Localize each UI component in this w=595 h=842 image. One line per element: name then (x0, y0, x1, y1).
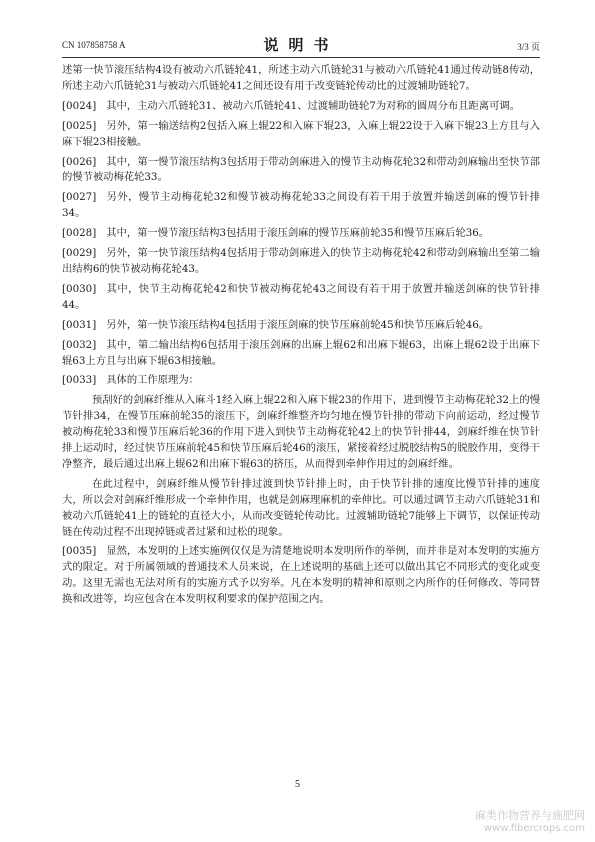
paragraph-number: [0028] (62, 227, 97, 240)
document-body (62, 63, 540, 608)
paragraph-continued (62, 63, 540, 95)
paragraph-text: 另外，第一快节滚压结构4包括用于带动剑麻进入的快节主动梅花轮42和带动剑麻输出至第二输出结构6的快节被动梅花轮43。 (62, 247, 540, 275)
paragraph-text: 具体的工作原理为： (106, 374, 199, 387)
paragraph-0033 (62, 373, 540, 389)
paragraph-number: [0025] (62, 119, 97, 132)
paragraph-0027 (62, 190, 540, 222)
paragraph-text: 另外，第一输送结构2包括入麻上辊22和入麻下辊23，入麻上辊22设于入麻下辊23上方且与入麻下辊23相接触。 (62, 119, 540, 148)
paragraph-number: [0027] (62, 191, 97, 204)
paragraph-0032 (62, 338, 540, 370)
paragraph-text: 显然，本发明的上述实施例仅仅是为清楚地说明本发明所作的举例，而并非是对本发明的实施方式的限定。对于所属领域的普通技术人员来说，在上述说明的基础上还可以做出其它不同形式的变化或变动。这里无需也无法对所有的实施方式予以穷举。凡在本发明的精神和原则之内所作的任何修改、等同替换和改进等，均应包含在本发明权利要求的保护范围之内。 (62, 545, 540, 606)
paragraph-0024 (62, 99, 540, 115)
header-rule (62, 57, 540, 58)
paragraph-text: 预刮好的剑麻纤维从入麻斗1经入麻上辊22和入麻下辊23的作用下，进到慢节主动梅花轮32上的慢节针排34，在慢节压麻前轮35的滚压下，剑麻纤维整齐均匀地在慢节针排的带动下向前运动，经过慢节被动梅花轮33和慢节压麻后轮36的作用下进入到快节主动梅花轮42上的快节针排44，剑麻纤维在快节针排上运动时，经过快节压麻前轮45和快节压麻后轮46的滚压，紧接着经过脱胶结构5的脱胶作用，变得干净整齐，最后通过出麻上辊62和出麻下辊63的挤压，从而得到牵伸作用过的剑麻纤维。 (62, 394, 540, 470)
paragraph-number: [0024] (62, 99, 97, 112)
paragraph-text: 其中，第一慢节滚压结构3包括用于滚压剑麻的慢节压麻前轮35和慢节压麻后轮36。 (106, 227, 490, 240)
paragraph-number: [0033] (62, 374, 97, 387)
paragraph-0029 (62, 246, 540, 278)
watermark (475, 807, 585, 834)
paragraph-text: 另外，第一快节滚压结构4包括用于滚压剑麻的快节压麻前轮45和快节压麻后轮46。 (106, 318, 490, 331)
page-title: 说明书 (263, 36, 339, 54)
watermark-site-name: 麻类作物营养与施肥网 (475, 809, 585, 822)
paragraph-number: [0031] (62, 318, 97, 331)
paragraph-0028 (62, 226, 540, 242)
paragraph-number: [0029] (62, 247, 97, 260)
paragraph-text: 另外，慢节主动梅花轮32和慢节被动梅花轮33之间设有若干用于放置并输送剑麻的慢节针排34。 (62, 191, 540, 220)
paragraph-number: [0032] (62, 338, 97, 351)
paragraph-text: 在此过程中，剑麻纤维从慢节针排过渡到快节针排上时，由于快节针排的速度比慢节针排的速度大，所以会对剑麻纤维形成一个牵伸作用，也就是剑麻理麻机的牵伸比。可以通过调节主动六爪链轮31和被动六爪链轮41上的链轮的直径大小，从而改变链轮传动比。过渡辅助链轮7能够上下调节，以保证传动链在传动过程不出现掉链或者过紧和过松的现象。 (62, 477, 540, 538)
patent-number: CN 107858758 A (62, 40, 126, 50)
paragraph-number: [0035] (62, 545, 97, 558)
paragraph-text: 其中，第一慢节滚压结构3包括用于带动剑麻进入的慢节主动梅花轮32和带动剑麻输出至快节部的慢节被动梅花轮33。 (62, 155, 540, 184)
paragraph-text: 其中，主动六爪链轮31、被动六爪链轮41、过渡辅助链轮7为对称的圆周分布且距离可调。 (106, 99, 520, 112)
paragraph-number: [0030] (62, 282, 97, 295)
paragraph-0026 (62, 155, 540, 187)
paragraph-working-principle (62, 393, 540, 473)
paragraph-number: [0026] (62, 155, 97, 168)
watermark-url: www.fibercrops.com (483, 823, 585, 834)
paragraph-0031 (62, 318, 540, 334)
page-header (62, 32, 540, 56)
paragraph-text: 其中，第二输出结构6包括用于滚压剑麻的出麻上辊62和出麻下辊63，出麻上辊62设于出麻下辊63上方且与出麻下辊63相接触。 (62, 338, 540, 367)
paragraph-0030 (62, 282, 540, 314)
paragraph-0025 (62, 119, 540, 151)
page-indicator: 3/3 页 (517, 42, 540, 52)
paragraph-0035 (62, 544, 540, 608)
paragraph-text: 述第一快节滚压结构4设有被动六爪链轮41，所述主动六爪链轮31与被动六爪链轮41通过传动链8传动，所述主动六爪链轮31与被动六爪链轮41之间还设有用于改变链轮传动比的过渡辅助链轮7。 (62, 64, 540, 92)
paragraph-draft-ratio (62, 477, 540, 541)
paragraph-text: 其中，快节主动梅花轮42和快节被动梅花轮43之间设有若干用于放置并输送剑麻的快节针排44。 (62, 282, 540, 311)
page-number: 5 (295, 779, 300, 790)
